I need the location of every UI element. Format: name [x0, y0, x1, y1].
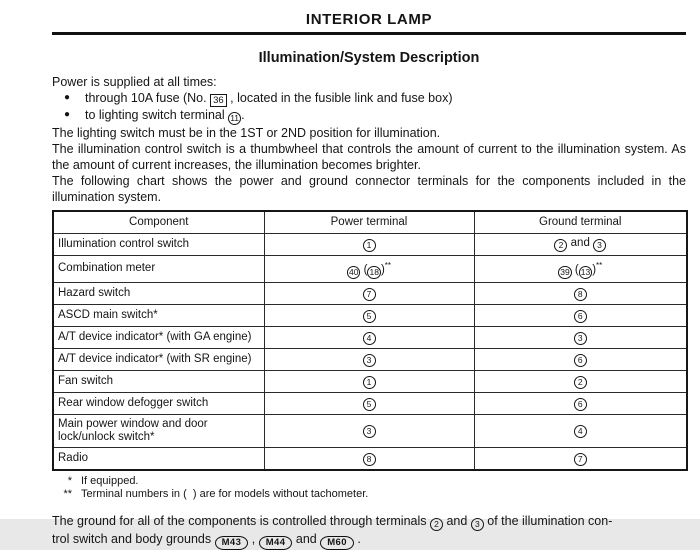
- page-title: INTERIOR LAMP: [305, 11, 433, 28]
- terminal-number-circle: 13: [580, 266, 591, 277]
- component-cell: Illumination control switch: [53, 234, 264, 256]
- bullet-item: [52, 107, 686, 125]
- table-row: [53, 348, 687, 370]
- table-row: [53, 282, 687, 304]
- power-terminal-cell: [264, 282, 474, 304]
- footnotes: [52, 475, 686, 502]
- page-header: [52, 11, 686, 35]
- ground-terminal-cell: [474, 282, 687, 304]
- power-terminal-cell: [264, 348, 474, 370]
- terminal-number-circle: 7: [363, 288, 376, 301]
- component-cell: Fan switch: [53, 370, 264, 392]
- terminal-number-circle: 7: [574, 453, 587, 466]
- bullet-icon: ●: [64, 92, 71, 103]
- power-terminal-cell: [264, 326, 474, 348]
- ground-terminal-cell: 39 ( 13 )**: [474, 256, 687, 283]
- intro-paragraphs: [52, 125, 686, 205]
- terminal-number-circle: 2: [554, 239, 567, 252]
- table-row: [53, 370, 687, 392]
- table-row: [53, 326, 687, 348]
- terminal-number-circle: 2: [574, 376, 587, 389]
- ground-summary-paragraph: The ground for all of the components is controlled through terminals 2 and 3 of the illumination con- trol switch and body grounds M43 , M44 and M60 .: [52, 513, 613, 548]
- ground-terminal-cell: [474, 326, 687, 348]
- table-row: [53, 234, 687, 256]
- column-header: Power terminal: [264, 211, 474, 234]
- footnote-ref: **: [596, 261, 603, 270]
- table-header-row: [53, 211, 687, 234]
- ground-terminal-cell: [474, 370, 687, 392]
- footnote-ref: **: [384, 261, 392, 270]
- terminal-number-circle: 6: [574, 398, 587, 411]
- terminal-number-circle: 40: [348, 266, 359, 277]
- intro-paragraph: The following chart shows the power and ground connector terminals for the components included in the illumination system.: [52, 174, 686, 204]
- terminal-number-circle: 3: [574, 332, 587, 345]
- component-cell: Main power window and door lock/unlock switch*: [53, 414, 264, 447]
- component-cell: A/T device indicator* (with SR engine): [53, 348, 264, 370]
- table-row: [53, 304, 687, 326]
- bullet-item: [52, 90, 686, 107]
- terminal-number-circle: 4: [363, 332, 376, 345]
- section-title: Illumination/System Description: [258, 50, 480, 66]
- power-terminal-cell: [264, 234, 474, 256]
- footnote-marker: *: [67, 474, 72, 487]
- component-cell: ASCD main switch*: [53, 304, 264, 326]
- intro-lead: Power is supplied at all times:: [52, 75, 217, 89]
- component-cell: Hazard switch: [53, 282, 264, 304]
- terminal-number-circle: 2: [430, 518, 443, 531]
- ground-terminal-cell: [474, 348, 687, 370]
- intro-paragraph: The illumination control switch is a thumbwheel that controls the amount of current to the illumination system. As the amount of current increases, the illumination becomes brighter.: [52, 142, 686, 172]
- power-terminal-cell: [264, 447, 474, 470]
- terminal-number-circle: 8: [574, 288, 587, 301]
- bullet-icon: ●: [64, 109, 71, 120]
- terminal-number-circle: 1: [363, 376, 376, 389]
- terminal-number-circle: 5: [363, 398, 376, 411]
- ground-terminal-cell: [474, 414, 687, 447]
- ground-terminal-cell: [474, 392, 687, 414]
- terminal-number-circle: 5: [363, 310, 376, 323]
- component-cell: Combination meter: [53, 256, 264, 283]
- bullet-text: through 10A fuse (No. 36 , located in the fusible link and fuse box): [85, 91, 453, 106]
- power-terminal-cell: 40 ( 18 )**: [264, 256, 474, 283]
- ground-connector-oval: M60: [320, 536, 354, 550]
- title-rule: [52, 32, 686, 35]
- footnote-item: [52, 488, 686, 502]
- footnote-text: If equipped.: [81, 474, 139, 487]
- terminal-number-circle: 3: [363, 354, 376, 367]
- footnote-marker: **: [63, 488, 72, 501]
- footnote-item: [52, 475, 686, 489]
- column-header: Ground terminal: [474, 211, 687, 234]
- power-terminal-cell: [264, 392, 474, 414]
- table-row: [53, 447, 687, 470]
- terminal-number-circle: 3: [593, 239, 606, 252]
- terminal-number-circle: 6: [574, 310, 587, 323]
- component-cell: Rear window defogger switch: [53, 392, 264, 414]
- ground-terminal-cell: 2 and 3: [474, 234, 687, 256]
- terminal-number-circle: 11: [228, 112, 241, 125]
- intro-paragraph: The lighting switch must be in the 1ST or 2ND position for illumination.: [52, 126, 441, 140]
- terminal-number-circle: 6: [574, 354, 587, 367]
- intro-block: [52, 74, 686, 205]
- table-row: [53, 256, 687, 283]
- ground-terminal-cell: [474, 304, 687, 326]
- terminal-number-circle: 3: [471, 518, 484, 531]
- terminal-number-circle: 4: [574, 425, 587, 438]
- ground-connector-oval: M44: [259, 536, 293, 550]
- terminal-number-circle: 8: [363, 453, 376, 466]
- footnote-text: Terminal numbers in ( ) are for models without tachometer.: [81, 488, 369, 501]
- table-body: [53, 234, 687, 470]
- table-row: [53, 414, 687, 447]
- terminal-number-circle: 39: [560, 266, 570, 277]
- terminal-number-circle: 18: [369, 266, 379, 277]
- table-row: [53, 392, 687, 414]
- ground-connector-oval: M43: [215, 536, 249, 550]
- terminal-table: [52, 210, 688, 471]
- component-cell: Radio: [53, 447, 264, 470]
- ground-terminal-cell: [474, 447, 687, 470]
- column-header: Component: [53, 211, 264, 234]
- terminal-number-circle: 3: [363, 425, 376, 438]
- component-cell: A/T device indicator* (with GA engine): [53, 326, 264, 348]
- power-terminal-cell: [264, 370, 474, 392]
- terminal-number-circle: 1: [363, 239, 376, 252]
- power-terminal-cell: [264, 414, 474, 447]
- intro-bullet-list: [52, 90, 686, 125]
- fuse-number-box: 36: [210, 94, 227, 107]
- bullet-text: to lighting switch terminal 11 .: [85, 108, 245, 123]
- power-terminal-cell: [264, 304, 474, 326]
